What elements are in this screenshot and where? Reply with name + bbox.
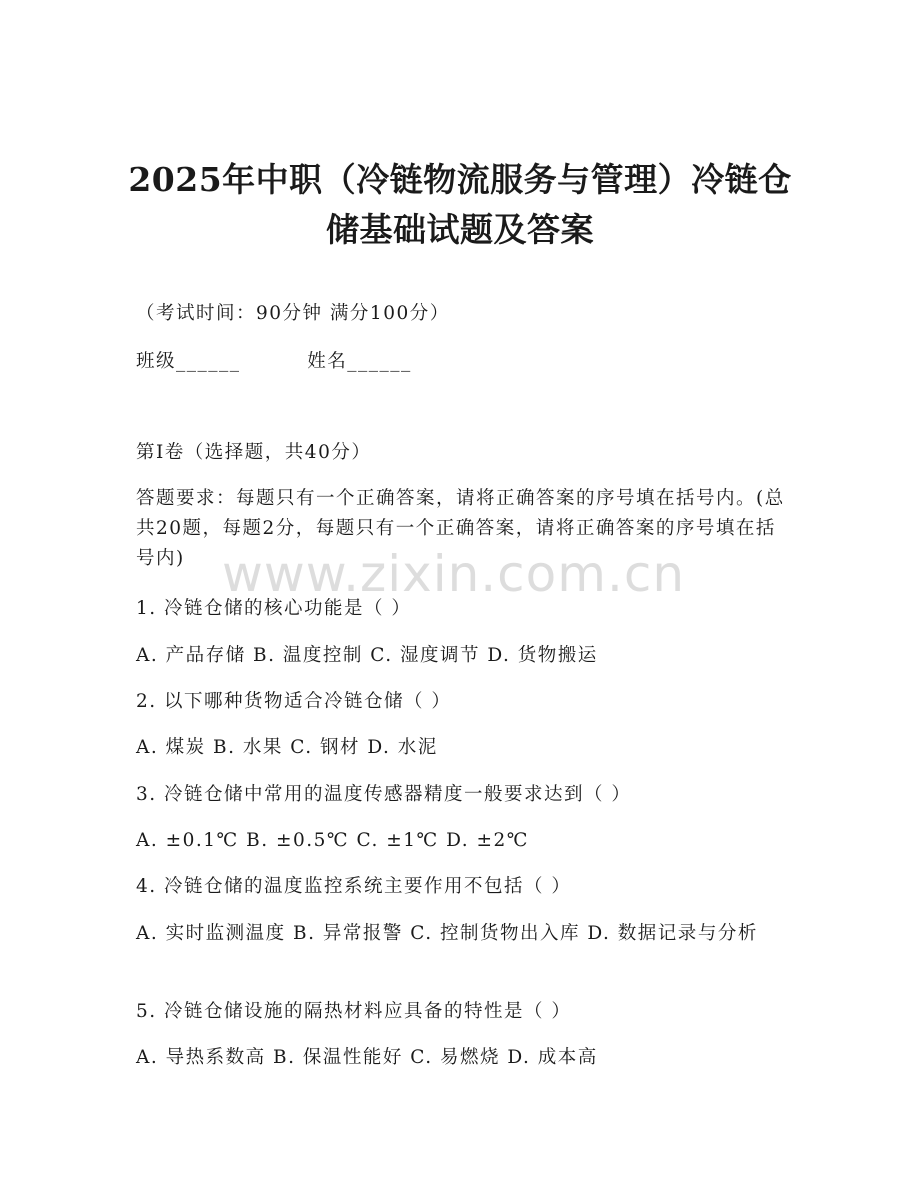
exam-info: （考试时间：90分钟 满分100分） [136, 303, 450, 324]
class-field-label: 班级______ [136, 351, 241, 372]
question-1-options: A. 产品存储 B. 温度控制 C. 湿度调节 D. 货物搬运 [136, 645, 598, 666]
watermark: www.zixin.com.cn [222, 545, 686, 603]
question-1-stem: 1. 冷链仓储的核心功能是（ ） [136, 598, 412, 619]
question-5-options: A. 导热系数高 B. 保温性能好 C. 易燃烧 D. 成本高 [136, 1047, 598, 1068]
question-2-stem: 2. 以下哪种货物适合冷链仓储（ ） [136, 691, 452, 712]
question-2-options: A. 煤炭 B. 水果 C. 钢材 D. 水泥 [136, 737, 438, 758]
name-field-label: 姓名______ [307, 351, 412, 372]
question-4-stem: 4. 冷链仓储的温度监控系统主要作用不包括（ ） [136, 876, 572, 897]
question-5-stem: 5. 冷链仓储设施的隔热材料应具备的特性是（ ） [136, 1001, 572, 1022]
question-3-options: A. ±0.1℃ B. ±0.5℃ C. ±1℃ D. ±2℃ [136, 830, 529, 851]
question-4-options: A. 实时监测温度 B. 异常报警 C. 控制货物出入库 D. 数据记录与分析 [136, 923, 758, 944]
answer-instructions: 答题要求：每题只有一个正确答案，请将正确答案的序号填在括号内。(总共20题，每题2分，每题只有一个正确答案，请将正确答案的序号填在括号内) [136, 488, 785, 569]
student-info-row [136, 350, 786, 374]
section-title: 第I卷（选择题，共40分） [136, 442, 372, 463]
document-title-line1: 2025年中职（冷链物流服务与管理）冷链仓 [128, 160, 792, 199]
question-3-stem: 3. 冷链仓储中常用的温度传感器精度一般要求达到（ ） [136, 784, 632, 805]
document-title-line2: 储基础试题及答案 [326, 210, 594, 249]
